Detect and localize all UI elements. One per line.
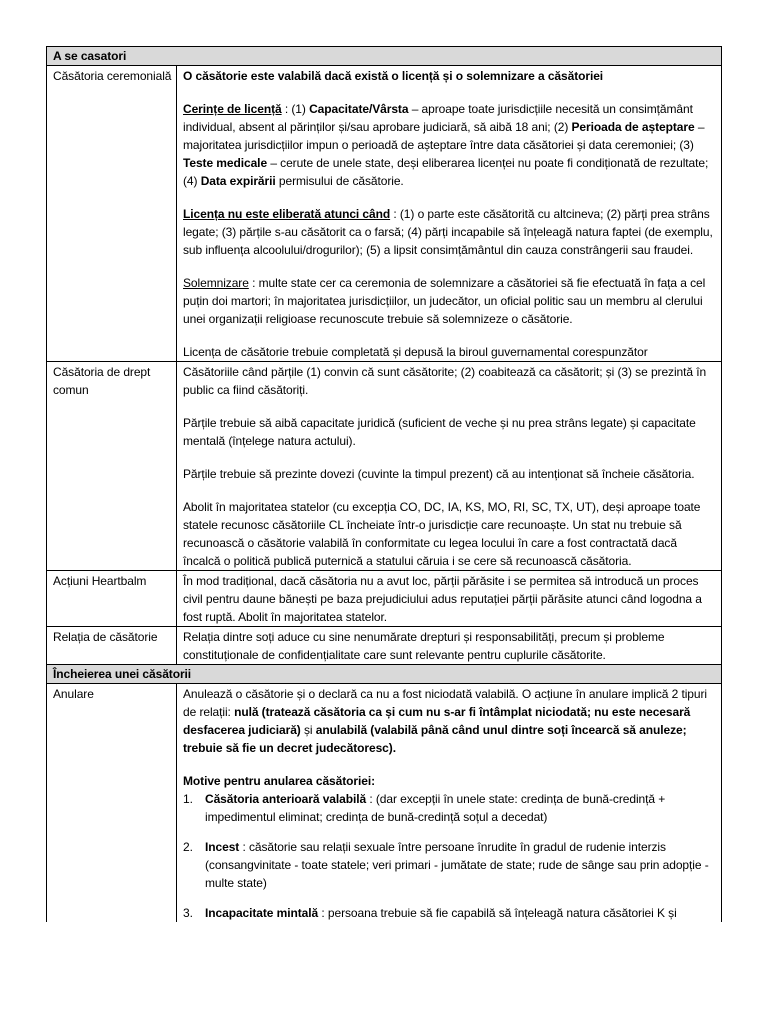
row-content bbox=[177, 571, 722, 627]
text-segment: : (dar excepții în unele state: credința de bună-credință + impedimentul eliminat; credința de bună-credință soțul a decedat) bbox=[205, 792, 666, 824]
capacity-age-term: Capacitate/Vârsta bbox=[309, 102, 409, 116]
section-title: A se casatori bbox=[47, 47, 722, 66]
text-segment: : (1) o parte este căsătorită cu altcineva; (2) părți prea strâns legate; (3) părțile s-au căsătorit ca o farsă; (4) părți incapabile să înțeleagă natura faptei (de exemplu, sub influența alcoolului/drogurilor); (5) a lipsit consimțământul din cauza constrângerii sau fraudei. bbox=[183, 207, 713, 257]
expiration-date-term: Data expirării bbox=[200, 174, 276, 188]
row-heartbalm-actions bbox=[47, 571, 722, 627]
text-segment: – cerute de unele state, deși eliberarea licenței nu poate fi condiționată de rezultate; (4) bbox=[183, 156, 709, 188]
waiting-period-term: Perioada de așteptare bbox=[571, 120, 695, 134]
license-denied-term: Licența nu este eliberată atunci când bbox=[183, 207, 391, 221]
row-label: Acțiuni Heartbalm bbox=[47, 571, 177, 627]
list-number: 1. bbox=[183, 792, 193, 806]
list-number: 3. bbox=[183, 906, 193, 920]
row-label: Căsătoria de drept comun bbox=[47, 362, 177, 571]
document-page bbox=[46, 46, 722, 922]
row-annulment bbox=[47, 684, 722, 923]
license-denied-paragraph bbox=[183, 205, 717, 259]
grounds-heading: Motive pentru anularea căsătoriei: bbox=[183, 774, 376, 788]
paragraph: Părțile trebuie să aibă capacitate juridică (suficient de veche și nu prea strâns legate) și capacitate mentală (înțelege natura actului). bbox=[183, 416, 696, 448]
void-marriage-term: nulă (tratează căsătoria ca și cum nu s-ar fi întâmplat niciodată; nu este necesară desfacerea judiciară) bbox=[183, 705, 691, 737]
ground-term: Incest bbox=[205, 840, 240, 854]
text-segment: – majoritatea jurisdicțiilor impun o perioadă de așteptare între data căsătoriei și data ceremoniei; (3) bbox=[183, 120, 705, 152]
license-requirements-paragraph bbox=[183, 100, 717, 190]
voidable-marriage-term: anulabilă (valabilă până când unul dintre soți încearcă să anuleze; trebuie să fie un decret judecătoresc). bbox=[183, 723, 687, 755]
paragraph: Abolit în majoritatea statelor (cu excepția CO, DC, IA, KS, MO, RI, SC, TX, UT), deși aproape toate statele recunosc căsătoriile CL încheiate într-o jurisdicție care recunoaște. Un stat nu trebuie să recunoască o căsătorie valabilă în conformitate cu legea locului în care a fost contractată dacă încalcă o politică publică puternică a statului căruia i se cere să recunoască căsătoria. bbox=[183, 500, 701, 568]
text-segment: permisului de căsătorie. bbox=[278, 174, 404, 188]
list-item bbox=[183, 790, 717, 826]
paragraph: În mod tradițional, dacă căsătoria nu a avut loc, părții părăsite i se permitea să introducă un proces civil pentru daune bănești pe baza prejudiciului adus reputației părții părăsite atunci când logodna a fost ruptă. Abolit în majoritatea statelor. bbox=[183, 574, 702, 624]
row-content bbox=[177, 627, 722, 665]
paragraph: Relația dintre soți aduce cu sine nenumărate drepturi și responsabilități, precum și probleme constituționale de confidențialitate care sunt relevante pentru cuplurile căsătorite. bbox=[183, 630, 665, 662]
text-segment: : (1) bbox=[284, 102, 310, 116]
row-content bbox=[177, 66, 722, 362]
section-header-row bbox=[47, 665, 722, 684]
row-common-law-marriage bbox=[47, 362, 722, 571]
list-item-body bbox=[205, 790, 717, 826]
filing-note: Licența de căsătorie trebuie completată și depusă la biroul guvernamental corespunzător bbox=[183, 345, 648, 359]
section-title: Încheierea unei căsătorii bbox=[47, 665, 722, 684]
row-label: Relația de căsătorie bbox=[47, 627, 177, 665]
paragraph: Căsătoriile când părțile (1) convin că sunt căsătorite; (2) coabitează ca căsătorit; și (3) se prezintă în public ca fiind căsătoriți. bbox=[183, 365, 707, 397]
list-item-body bbox=[205, 904, 717, 922]
list-item-body bbox=[205, 838, 717, 892]
list-item bbox=[183, 904, 717, 922]
row-content bbox=[177, 684, 722, 923]
section-header-row bbox=[47, 47, 722, 66]
text-segment: Anulează o căsătorie și o declară ca nu a fost niciodată valabilă. O acțiune în anulare implică 2 tipuri de relații: bbox=[183, 687, 707, 719]
license-requirements-term: Cerințe de licență bbox=[183, 102, 282, 116]
list-number: 2. bbox=[183, 840, 193, 854]
medical-tests-term: Teste medicale bbox=[183, 156, 268, 170]
text-segment: și bbox=[303, 723, 316, 737]
row-marital-relationship bbox=[47, 627, 722, 665]
row-content bbox=[177, 362, 722, 571]
annulment-intro-paragraph bbox=[183, 685, 717, 757]
row-label: Căsătoria ceremonială bbox=[47, 66, 177, 362]
list-item bbox=[183, 838, 717, 892]
paragraph: Părțile trebuie să prezinte dovezi (cuvinte la timpul prezent) că au intenționat să încheie căsătoria. bbox=[183, 467, 695, 481]
ground-term: Căsătoria anterioară valabilă bbox=[205, 792, 367, 806]
solemnization-term: Solemnizare bbox=[183, 276, 249, 290]
row-label: Anulare bbox=[47, 684, 177, 923]
row-ceremonial-marriage bbox=[47, 66, 722, 362]
marriage-law-table bbox=[46, 46, 722, 922]
text-segment: – aproape toate jurisdicțiile necesită un consimțământ individual, absent al părinților și/sau aprobare judiciară, să aibă 18 ani; (2) bbox=[183, 102, 693, 134]
grounds-list bbox=[183, 790, 717, 922]
text-segment: : persoana trebuie să fie capabilă să înțeleagă natura căsătoriei K și bbox=[321, 906, 677, 920]
ground-term: Incapacitate mintală bbox=[205, 906, 319, 920]
validity-statement: O căsătorie este valabilă dacă există o licență și o solemnizare a căsătoriei bbox=[183, 69, 604, 83]
solemnization-paragraph bbox=[183, 274, 717, 328]
text-segment: : multe state cer ca ceremonia de solemnizare a căsătoriei să fie efectuată în fața a cel puțin doi martori; în majoritatea jurisdicțiilor, un judecător, un oficial politic sau un membru al clerului unei organizații religioase recunoscute trebuie să solemnizeze o căsătorie. bbox=[183, 276, 706, 326]
text-segment: : căsătorie sau relații sexuale între persoane înrudite în gradul de rudenie interzis (consangvinitate - toate statele; veri primari - jumătate de state; rude de sânge sau prin adopție - multe state) bbox=[205, 840, 709, 890]
